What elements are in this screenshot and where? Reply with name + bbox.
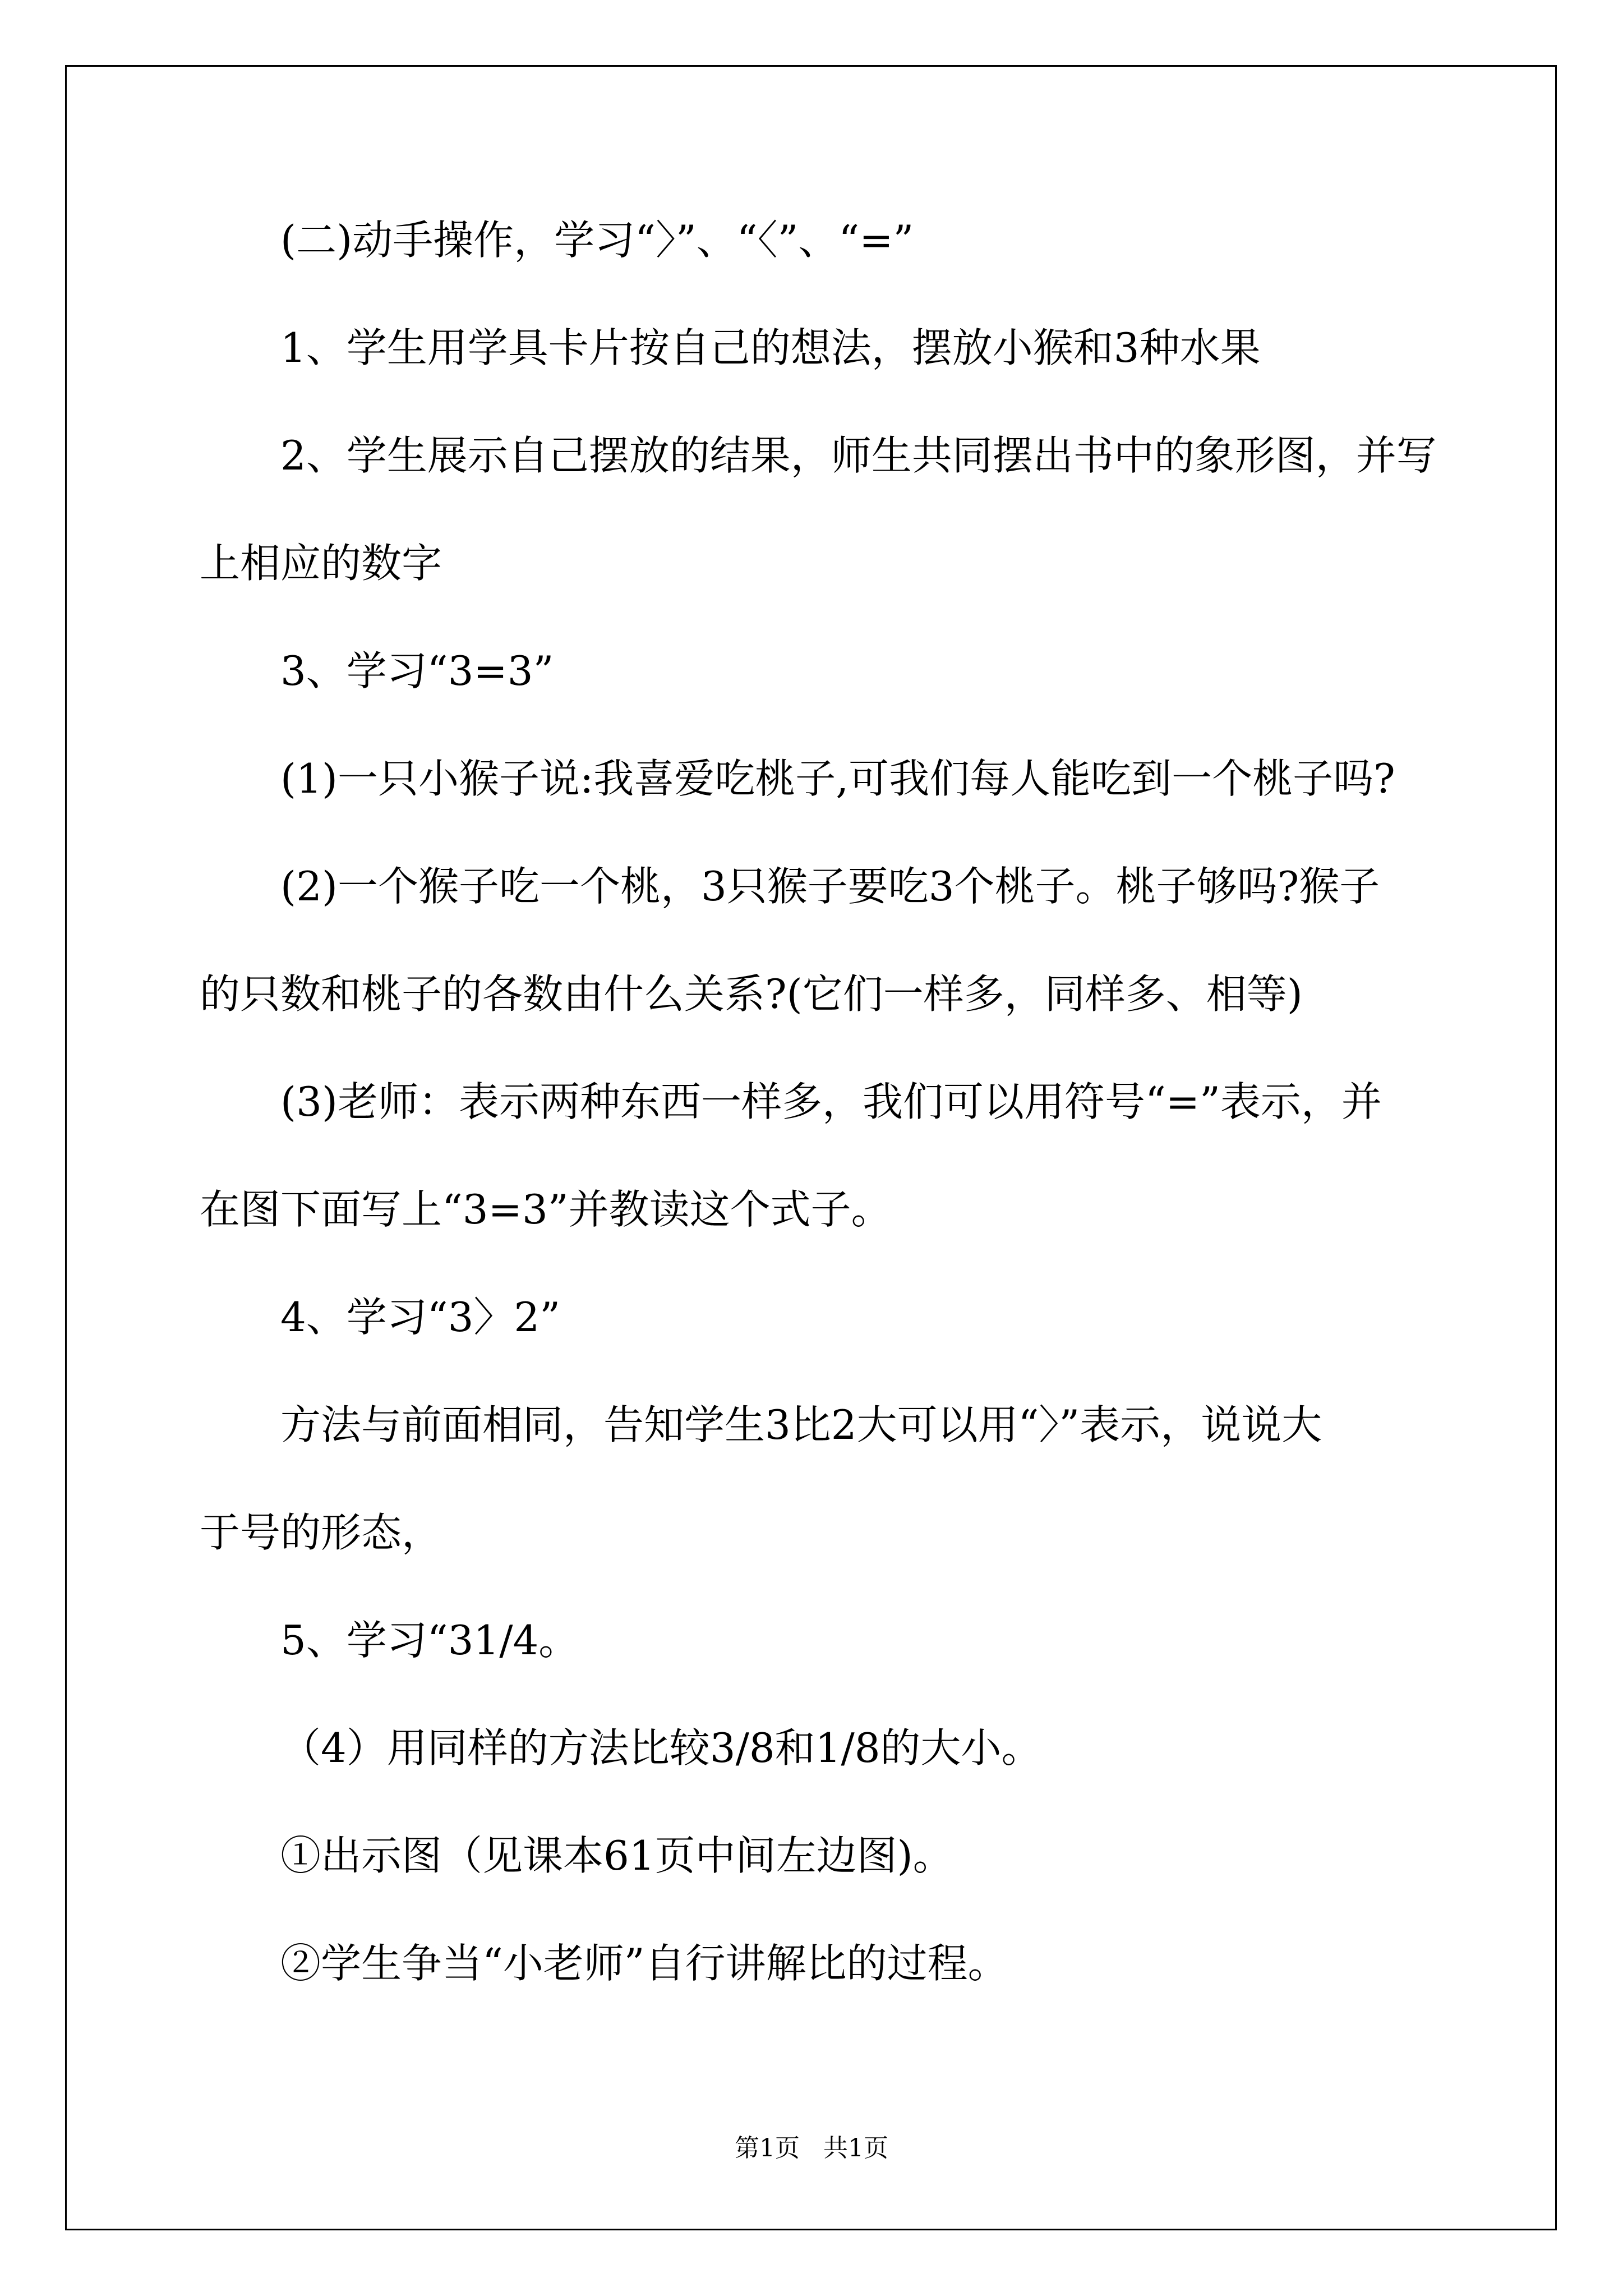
paragraph-line: （4）用同样的方法比较3/8和1/8的大小。 xyxy=(280,1724,1042,1772)
paragraph-line: (2)一个猴子吃一个桃，3只猴子要吃3个桃子。桃子够吗?猴子 xyxy=(280,863,1380,910)
paragraph-line: 在图下面写上“3=3”并教读这个式子。 xyxy=(200,1186,892,1233)
paragraph-line: 上相应的数字 xyxy=(200,540,442,587)
paragraph-line: 于号的形态， xyxy=(200,1509,442,1556)
paragraph-line: 的只数和桃子的各数由什么关系?(它们一样多，同样多、相等) xyxy=(200,970,1303,1018)
paragraph-line: 4、学习“3〉2” xyxy=(280,1294,561,1341)
paragraph-line: ①出示图（见课本61页中间左边图)。 xyxy=(280,1832,953,1879)
paragraph-line: 2、学生展示自己摆放的结果，师生共同摆出书中的象形图，并写 xyxy=(280,432,1437,479)
section-heading: (二)动手操作，学习“〉”、“〈”、“=” xyxy=(280,217,914,264)
paragraph-line: (3)老师：表示两种东西一样多，我们可以用符号“=”表示，并 xyxy=(280,1078,1382,1125)
paragraph-line: ②学生争当“小老师”自行讲解比的过程。 xyxy=(280,1940,1008,1987)
page-number-footer: 第1页 共1页 xyxy=(735,2134,888,2162)
paragraph-line: 方法与前面相同，告知学生3比2大可以用“〉”表示，说说大 xyxy=(280,1401,1322,1448)
paragraph-line: 3、学习“3=3” xyxy=(280,647,554,694)
paragraph-line: 1、学生用学具卡片按自己的想法，摆放小猴和3种水果 xyxy=(280,324,1261,371)
paragraph-line: (1)一只小猴子说:我喜爱吃桃子,可我们每人能吃到一个桃子吗? xyxy=(280,755,1395,802)
paragraph-line: 5、学习“31/4。 xyxy=(280,1617,579,1664)
document-body xyxy=(200,213,1437,1990)
